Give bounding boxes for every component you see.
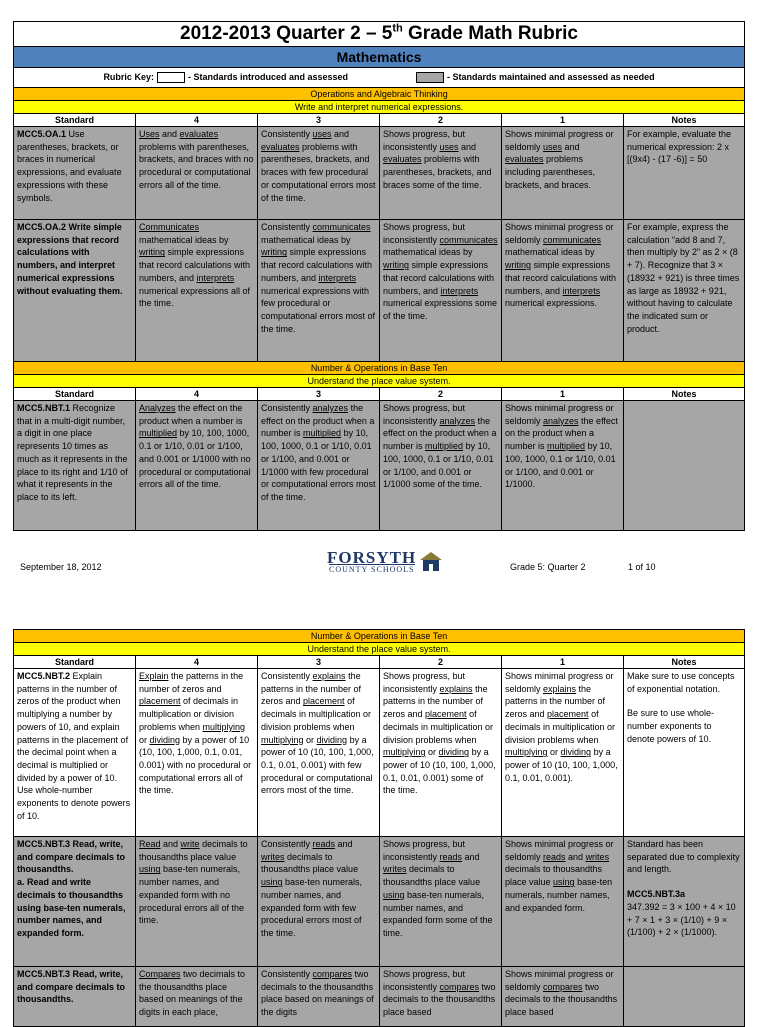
standard-cell: MCC5.NBT.1 Recognize that in a multi-digit number, a digit in one place represents 10 times as much as it represents in the place to its right and 1/10 of what it represents in the place to its left. (14, 401, 136, 531)
footer-date: September 18, 2012 (20, 562, 102, 572)
column-header-row (14, 114, 745, 127)
level-1-cell: Shows minimal progress or seldomly compares two decimals to the thousandths place based (502, 967, 624, 1027)
column-header-row (14, 656, 745, 669)
level-1-cell: Shows minimal progress or seldomly explains the patterns in the number of zeros and placement of decimals in multiplication or division problems when multiplying or dividing by a power of 10 (10, 100, 1,000, 0.1, 0.01, 0.001). (502, 669, 624, 837)
notes-cell: For example, evaluate the numerical expression: 2 x [(9x4) - (17 -6)] = 50 (624, 127, 745, 220)
notes-cell (624, 401, 745, 531)
col-3: 3 (258, 388, 380, 401)
footer-page-number: 1 of 10 (628, 562, 656, 572)
rubric-table-page-two (13, 629, 745, 1027)
level-3-cell: Consistently reads and writes decimals to thousandths place value using base-ten numerals, number names, and expanded form with few procedural errors most of the time. (258, 837, 380, 967)
table-row (14, 967, 745, 1027)
table-row (14, 837, 745, 967)
standard-cell: MCC5.OA.1 Use parentheses, brackets, or braces in numerical expressions, and evaluate expressions with these symbols. (14, 127, 136, 220)
col-notes: Notes (624, 114, 745, 127)
col-standard: Standard (14, 388, 136, 401)
rubric-table-page-one (13, 21, 745, 531)
footer-grade: Grade 5: Quarter 2 (510, 562, 586, 572)
col-1: 1 (502, 114, 624, 127)
notes-cell (624, 967, 745, 1027)
standard-cell: MCC5.NBT.3 Read, write, and compare decimals to thousandths. a. Read and write decimals to thousandths using base-ten numerals, number names, and expanded form. (14, 837, 136, 967)
level-3-cell: Consistently communicates mathematical ideas by writing simple expressions that record calculations with numbers, and interprets numerical expressions with few procedural or computational errors most of the time. (258, 220, 380, 362)
level-1-cell: Shows minimal progress or seldomly reads and writes decimals to thousandths place value using base-ten numerals, number names, and expanded form. (502, 837, 624, 967)
cluster-header: Write and interpret numerical expressions. (14, 101, 745, 114)
standard-cell: MCC5.NBT.3 Read, write, and compare decimals to thousandths. (14, 967, 136, 1027)
col-notes: Notes (624, 656, 745, 669)
level-1-cell: Shows minimal progress or seldomly uses and evaluates problems including parentheses, brackets, and braces. (502, 127, 624, 220)
page-two (13, 629, 744, 1027)
level-4-cell: Read and write decimals to thousandths place value using base-ten numerals, number names, and expanded form with no procedural errors all of the time. (136, 837, 258, 967)
level-4-cell: Uses and evaluates problems with parentheses, brackets, and braces with no procedural or computational errors all of the time. (136, 127, 258, 220)
level-3-cell: Consistently explains the patterns in the number of zeros and placement of decimals in multiplication or division problems when multiplying or dividing by a power of 10 (10, 100, 1,000, 0.1, 0.01, 0.001) with few procedural or computational errors most of the time. (258, 669, 380, 837)
standard-cell: MCC5.NBT.2 Explain patterns in the number of zeros of the product when multiplying a number by powers of 10, and explain patterns in the placement of the decimal point when a decimal is multiplied or divided by a power of 10. Use whole-number exponents to denote powers of 10. (14, 669, 136, 837)
col-1: 1 (502, 656, 624, 669)
col-4: 4 (136, 114, 258, 127)
level-1-cell: Shows minimal progress or seldomly analyzes the effect on the product when a number is multiplied by 10, 100, 1000, 0.1 or 1/10, 0.01 or 1/100, and 0.001 or 1/1000. (502, 401, 624, 531)
schoolhouse-icon (418, 550, 444, 572)
notes-cell: Standard has been separated due to complexity and length. MCC5.NBT.3a 347.392 = 3 × 100 + 4 × 10 + 7 × 1 + 3 × (1/10) + 9 × (1/100) + 2 × (1/1000). (624, 837, 745, 967)
col-notes: Notes (624, 388, 745, 401)
page-one (13, 21, 744, 531)
level-2-cell: Shows progress, but inconsistently compares two decimals to the thousandths place based (380, 967, 502, 1027)
rubric-key: Rubric Key: - Standards introduced and assessed - Standards maintained and assessed as needed (14, 68, 745, 88)
level-4-cell: Explain the patterns in the number of zeros and placement of decimals in multiplication or division problems when multiplying or dividing by a power of 10 (10, 100, 1,000, 0.1, 0.01, 0.001) with no procedural or computational errors all of the time. (136, 669, 258, 837)
subject-banner: Mathematics (14, 47, 745, 68)
notes-cell: For example, express the calculation “add 8 and 7, then multiply by 2” as 2 × (8 + 7). Recognize that 3 × (18932 + 921) is three times as large as 18932 + 921, without having to calculate the indicated sum or product. (624, 220, 745, 362)
col-4: 4 (136, 388, 258, 401)
col-3: 3 (258, 114, 380, 127)
level-2-cell: Shows progress, but inconsistently reads and writes decimals to thousandths place value using base-ten numerals, number names, and expanded form some of the time. (380, 837, 502, 967)
cluster-header: Understand the place value system. (14, 643, 745, 656)
level-2-cell: Shows progress, but inconsistently communicates mathematical ideas by writing simple expressions that record calculations with numbers, and interprets numerical expressions some of the time. (380, 220, 502, 362)
cluster-header: Understand the place value system. (14, 375, 745, 388)
level-2-cell: Shows progress, but inconsistently explains the patterns in the number of zeros and placement of decimals in multiplication or division problems when multiplying or dividing by a power of 10 (10, 100, 1,000, 0.1, 0.01, 0.001) some of the time. (380, 669, 502, 837)
col-standard: Standard (14, 656, 136, 669)
level-2-cell: Shows progress, but inconsistently uses and evaluates problems with parentheses, brackets, and braces some of the time. (380, 127, 502, 220)
level-3-cell: Consistently uses and evaluates problems with parentheses, brackets, and braces with few procedural or computational errors most of the time. (258, 127, 380, 220)
col-2: 2 (380, 114, 502, 127)
level-4-cell: Analyzes the effect on the product when a number is multiplied by 10, 100, 1000, 0.1 or 1/10, 0.01 or 1/100, and 0.001 or 1/1000 with no procedural or computational errors all of the time. (136, 401, 258, 531)
col-3: 3 (258, 656, 380, 669)
level-2-cell: Shows progress, but inconsistently analyzes the effect on the product when a number is multiplied by 10, 100, 1000, 0.1 or 1/10, 0.01 or 1/100, and 0.001 or 1/1000 some of the time. (380, 401, 502, 531)
level-4-cell: Compares two decimals to the thousandths place based on meanings of the digits in each place, (136, 967, 258, 1027)
level-1-cell: Shows minimal progress or seldomly communicates mathematical ideas by writing simple expressions that record calculations with numbers, and interprets numerical expressions. (502, 220, 624, 362)
level-4-cell: Communicates mathematical ideas by writing simple expressions that record calculations with numbers, and interprets numerical expressions all of the time. (136, 220, 258, 362)
table-row (14, 220, 745, 362)
standard-cell: MCC5.OA.2 Write simple expressions that record calculations with numbers, and interpret numerical expressions without evaluating them. (14, 220, 136, 362)
domain-header: Number & Operations in Base Ten (14, 630, 745, 643)
col-1: 1 (502, 388, 624, 401)
column-header-row (14, 388, 745, 401)
gray-key-swatch (416, 72, 444, 83)
col-2: 2 (380, 388, 502, 401)
col-standard: Standard (14, 114, 136, 127)
table-row (14, 669, 745, 837)
domain-header: Number & Operations in Base Ten (14, 362, 745, 375)
col-4: 4 (136, 656, 258, 669)
domain-header: Operations and Algebraic Thinking (14, 88, 745, 101)
district-logo: FORSYTH COUNTY SCHOOLS (322, 549, 442, 575)
page-title: 2012-2013 Quarter 2 – 5th Grade Math Rubric (14, 22, 745, 47)
col-2: 2 (380, 656, 502, 669)
level-3-cell: Consistently analyzes the effect on the product when a number is multiplied by 10, 100, 1000, 0.1 or 1/10, 0.01 or 1/100, and 0.001 or 1/1000 with few procedural or computational errors most of the time. (258, 401, 380, 531)
table-row (14, 401, 745, 531)
level-3-cell: Consistently compares two decimals to the thousandths place based on meanings of the digits (258, 967, 380, 1027)
white-key-swatch (157, 72, 185, 83)
notes-cell: Make sure to use concepts of exponential notation. Be sure to use whole-number exponents to denote powers of 10. (624, 669, 745, 837)
table-row (14, 127, 745, 220)
